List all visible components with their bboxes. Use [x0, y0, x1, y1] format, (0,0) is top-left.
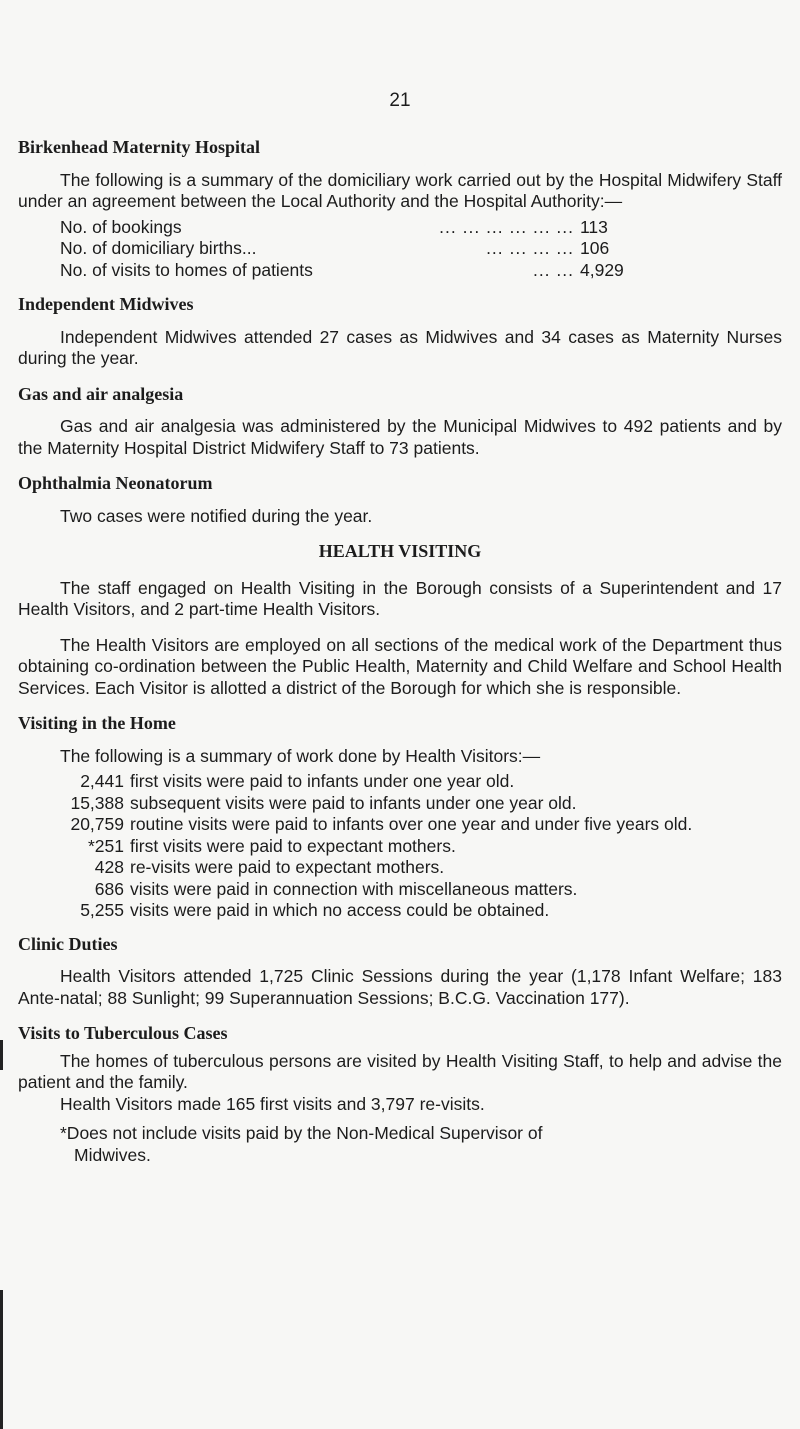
leader-dots: ... ... ... ...: [486, 238, 574, 258]
list-item: [60, 771, 782, 793]
paragraph: The following is a summary of work done by Health Visitors:—: [60, 745, 541, 766]
stat-row: [60, 260, 630, 282]
section-heading: Birkenhead Maternity Hospital: [18, 137, 260, 157]
section-heading: Gas and air analgesia: [18, 383, 184, 404]
section-heading: Visiting in the Home: [18, 713, 176, 733]
visit-description: subsequent visits were paid to infants under one year old.: [130, 792, 577, 813]
visit-count: 686: [94, 878, 124, 899]
visit-count: 5,255: [80, 900, 124, 920]
paragraph: The staff engaged on Health Visiting in the Borough consists of a Superintendent and 17 Health Visitors, and 2 part-time Health Visitors.: [18, 577, 782, 619]
visit-description: routine visits were paid to infants over one year and under five years old.: [130, 814, 693, 834]
stat-value: 4,929: [580, 259, 624, 280]
stat-label: No. of domiciliary births...: [60, 238, 257, 258]
visit-description: visits were paid in which no access could be obtained.: [130, 900, 550, 920]
footnote: [60, 1123, 782, 1166]
list-item: [60, 857, 782, 879]
visit-description: re-visits were paid to expectant mothers.: [130, 857, 445, 877]
page-edge-line: [0, 1040, 3, 1070]
leader-dots: ... ...: [532, 259, 574, 280]
visit-count: *251: [87, 835, 124, 856]
paragraph: Health Visitors attended 1,725 Clinic Sessions during the year (1,178 Infant Welfare; 183 Ante-natal; 88 Sunlight; 99 Superannuation Sessions; B.C.G. Vaccination 177).: [18, 966, 782, 1008]
list-item: [60, 836, 782, 858]
chapter-heading: HEALTH VISITING: [318, 541, 482, 561]
list-item: [60, 900, 782, 922]
page-edge-line: [0, 1290, 3, 1429]
section-heading: Clinic Duties: [18, 933, 118, 954]
paragraph: The homes of tuberculous persons are visited by Health Visiting Staff, to help and advise the patient and the family.: [18, 1050, 782, 1092]
list-item: [60, 793, 782, 815]
stat-row: [60, 217, 630, 239]
paragraph: Gas and air analgesia was administered by the Municipal Midwives to 492 patients and by the Maternity Hospital District Midwifery Staff to 73 patients.: [18, 416, 782, 458]
leader-dots: ... ... ... ... ... ...: [439, 216, 574, 237]
page-number: 21: [389, 90, 411, 111]
list-item: [60, 814, 782, 836]
paragraph: Independent Midwives attended 27 cases as Midwives and 34 cases as Maternity Nurses during the year.: [18, 326, 782, 368]
visit-description: first visits were paid to infants under one year old.: [130, 771, 515, 791]
stat-value: 106: [580, 238, 610, 258]
list-item: [60, 879, 782, 901]
visit-count: 20,759: [70, 814, 124, 834]
visits-list: [60, 771, 782, 922]
stat-value: 113: [580, 216, 608, 237]
section-heading: Ophthalmia Neonatorum: [18, 473, 213, 493]
paragraph: Two cases were notified during the year.: [60, 505, 373, 526]
paragraph: The Health Visitors are employed on all sections of the medical work of the Department thus obtaining co-ordination between the Public Health, Maternity and Child Welfare and School Health Services. Each Visitor is allotted a district of the Borough for which she is responsible.: [18, 634, 782, 698]
visit-count: 428: [94, 857, 124, 877]
document-body: [18, 137, 782, 1166]
visit-count: 2,441: [80, 771, 124, 791]
stat-row: [60, 238, 630, 260]
paragraph: Health Visitors made 165 first visits and 3,797 re-visits.: [60, 1093, 485, 1114]
stat-label: No. of bookings: [60, 216, 182, 237]
section-heading: Independent Midwives: [18, 294, 194, 314]
footnote-text: *Does not include visits paid by the Non-Medical Supervisor of: [60, 1123, 543, 1143]
stat-label: No. of visits to homes of patients: [60, 259, 313, 280]
footnote-text-continued: Midwives.: [74, 1144, 151, 1165]
visit-count: 15,388: [70, 792, 124, 813]
visit-description: visits were paid in connection with miscellaneous matters.: [130, 878, 578, 899]
visit-description: first visits were paid to expectant mothers.: [130, 835, 456, 856]
bookings-summary: [60, 217, 630, 282]
section-heading: Visits to Tuberculous Cases: [18, 1023, 228, 1043]
paragraph: The following is a summary of the domiciliary work carried out by the Hospital Midwifery Staff under an agreement between the Local Authority and the Hospital Authority:—: [18, 169, 782, 211]
